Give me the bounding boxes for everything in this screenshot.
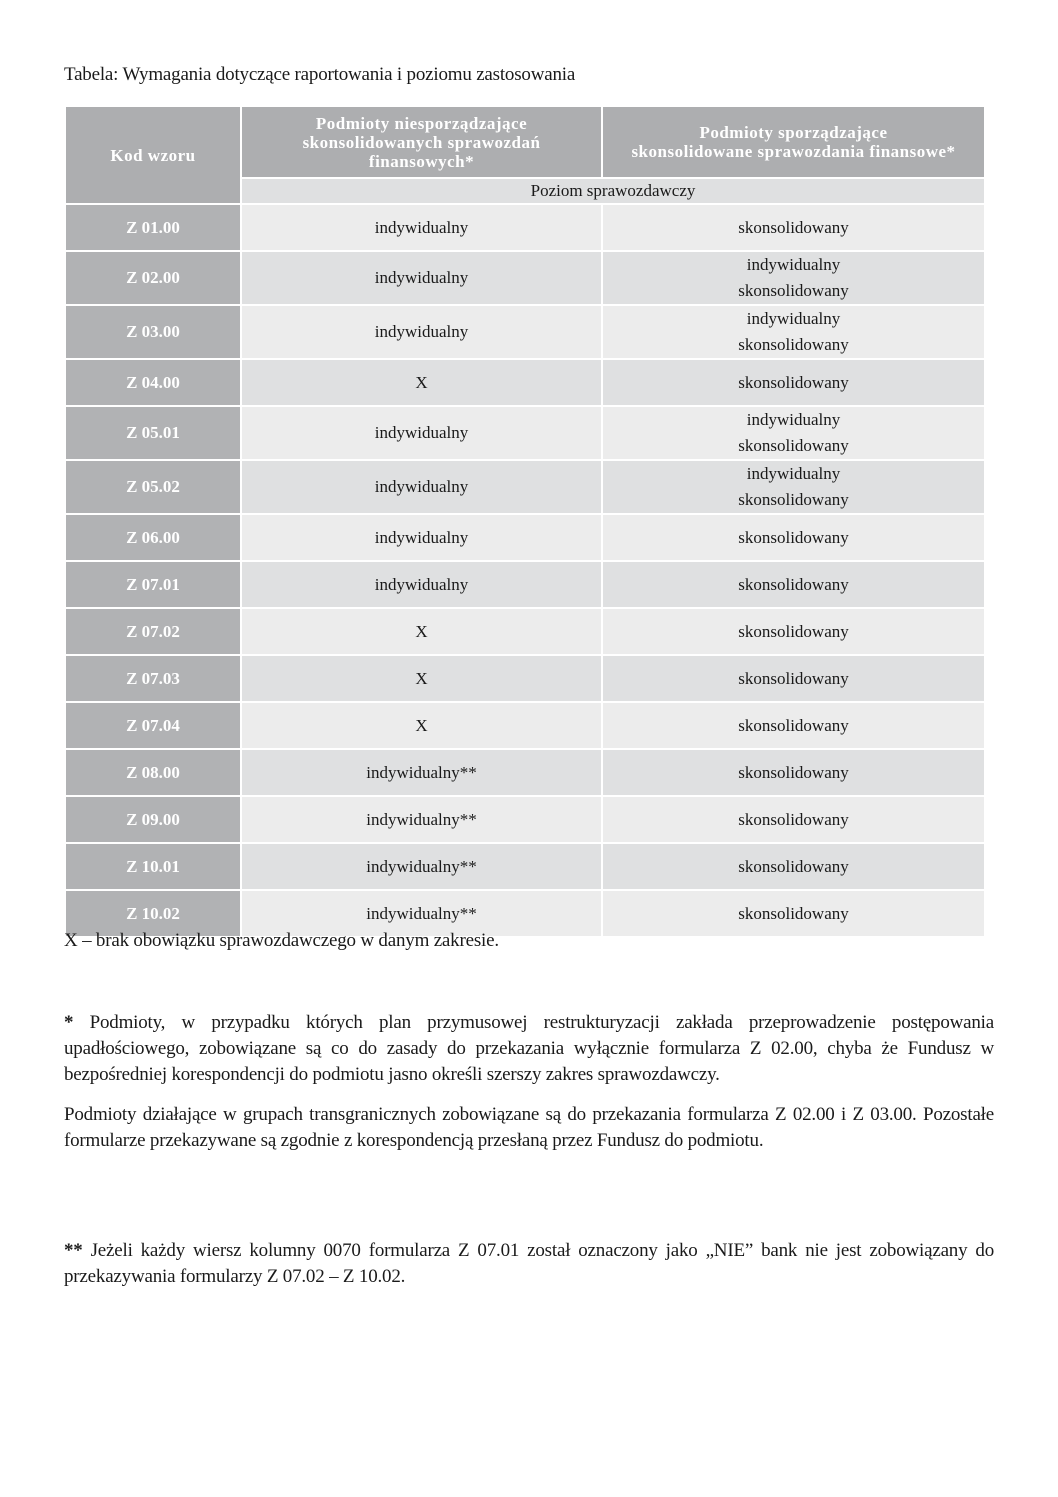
consolidated-level-line: skonsolidowany — [738, 621, 849, 641]
consolidated-level-line: skonsolidowany — [738, 436, 849, 455]
consolidated-level — [602, 460, 985, 514]
consolidated-level — [602, 204, 985, 251]
header-non-consolidated: Podmioty niesporządzające skonsolidowanych sprawozdań finansowych* — [241, 106, 602, 178]
legend-x: X – brak obowiązku sprawozdawczego w danym zakresie. — [64, 930, 499, 951]
form-code: Z 10.02 — [65, 890, 241, 937]
form-code: Z 09.00 — [65, 796, 241, 843]
consolidated-level-line: skonsolidowany — [738, 715, 849, 735]
consolidated-level — [602, 251, 985, 305]
footnote-1: * Podmioty, w przypadku których plan przymusowej restrukturyzacji zakłada przeprowadzenie postępowania upadłościowego, zobowiązane są co do zasady do przekazania wyłącznie formularza Z 02.00, chyba że Fundusz w bezpośredniej korespondencji do podmiotu jasno określi szerszy zakres sprawozdawczy. — [64, 1012, 994, 1085]
consolidated-level — [602, 305, 985, 359]
non-consolidated-level: indywidualny — [241, 305, 602, 359]
consolidated-level-line: skonsolidowany — [738, 217, 849, 237]
table-caption: Tabela: Wymagania dotyczące raportowania i poziomu zastosowania — [64, 64, 576, 85]
table-row — [65, 251, 985, 305]
non-consolidated-level: indywidualny** — [241, 843, 602, 890]
consolidated-level-line: skonsolidowany — [738, 281, 849, 300]
non-consolidated-level: X — [241, 608, 602, 655]
subheader-reporting-level: Poziom sprawozdawczy — [241, 178, 985, 204]
table-row — [65, 406, 985, 460]
non-consolidated-level: indywidualny — [241, 204, 602, 251]
consolidated-level-line: indywidualny — [746, 464, 841, 483]
form-code: Z 03.00 — [65, 305, 241, 359]
consolidated-level — [602, 843, 985, 890]
form-code: Z 05.02 — [65, 460, 241, 514]
consolidated-level-line: indywidualny — [746, 410, 841, 429]
form-code: Z 07.02 — [65, 608, 241, 655]
header-consolidated: Podmioty sporządzające skonsolidowane sprawozdania finansowe* — [602, 106, 985, 178]
table-row — [65, 749, 985, 796]
footnote-1-continued: Podmioty działające w grupach transgranicznych zobowiązane są do przekazania formularza Z 02.00 i Z 03.00. Pozostałe formularze przekazywane są zgodnie z korespondencją przesłaną przez Fundusz do podmiotu. — [64, 1104, 994, 1151]
footnote-2: ** Jeżeli każdy wiersz kolumny 0070 formularza Z 07.01 został oznaczony jako „NIE” bank nie jest zobowiązany do przekazywania formularzy Z 07.02 – Z 10.02. — [64, 1240, 994, 1287]
non-consolidated-level: indywidualny** — [241, 796, 602, 843]
consolidated-level — [602, 655, 985, 702]
non-consolidated-level: indywidualny — [241, 460, 602, 514]
non-consolidated-level: indywidualny** — [241, 890, 602, 937]
consolidated-level-line: skonsolidowany — [738, 372, 849, 392]
consolidated-level-line: indywidualny — [746, 309, 841, 328]
form-code: Z 06.00 — [65, 514, 241, 561]
non-consolidated-level: X — [241, 702, 602, 749]
header-code: Kod wzoru — [65, 106, 241, 204]
table-row — [65, 796, 985, 843]
form-code: Z 07.01 — [65, 561, 241, 608]
table-row — [65, 561, 985, 608]
consolidated-level-line: skonsolidowany — [738, 335, 849, 354]
table-row — [65, 305, 985, 359]
consolidated-level-line: skonsolidowany — [738, 762, 849, 782]
consolidated-level — [602, 608, 985, 655]
consolidated-level — [602, 406, 985, 460]
non-consolidated-level: indywidualny — [241, 561, 602, 608]
consolidated-level-line: skonsolidowany — [738, 809, 849, 829]
form-code: Z 10.01 — [65, 843, 241, 890]
consolidated-level-line: skonsolidowany — [738, 856, 849, 876]
form-code: Z 07.04 — [65, 702, 241, 749]
table-row — [65, 843, 985, 890]
consolidated-level-line: skonsolidowany — [738, 668, 849, 688]
consolidated-level — [602, 702, 985, 749]
table-row — [65, 702, 985, 749]
form-code: Z 07.03 — [65, 655, 241, 702]
consolidated-level-line: indywidualny — [746, 255, 841, 274]
table-row — [65, 655, 985, 702]
consolidated-level-line: skonsolidowany — [738, 527, 849, 547]
consolidated-level-line: skonsolidowany — [738, 490, 849, 509]
form-code: Z 02.00 — [65, 251, 241, 305]
non-consolidated-level: indywidualny** — [241, 749, 602, 796]
consolidated-level-line: skonsolidowany — [738, 903, 849, 923]
table-row — [65, 608, 985, 655]
table-row — [65, 204, 985, 251]
form-code: Z 05.01 — [65, 406, 241, 460]
non-consolidated-level: X — [241, 655, 602, 702]
form-code: Z 01.00 — [65, 204, 241, 251]
non-consolidated-level: indywidualny — [241, 514, 602, 561]
requirements-table — [64, 105, 986, 938]
consolidated-level — [602, 796, 985, 843]
non-consolidated-level: indywidualny — [241, 251, 602, 305]
consolidated-level — [602, 561, 985, 608]
header-row — [65, 106, 985, 178]
consolidated-level — [602, 749, 985, 796]
form-code: Z 04.00 — [65, 359, 241, 406]
form-code: Z 08.00 — [65, 749, 241, 796]
non-consolidated-level: indywidualny — [241, 406, 602, 460]
consolidated-level — [602, 359, 985, 406]
non-consolidated-level: X — [241, 359, 602, 406]
consolidated-level-line: skonsolidowany — [738, 574, 849, 594]
consolidated-level — [602, 514, 985, 561]
table-row — [65, 359, 985, 406]
table-row — [65, 514, 985, 561]
table-row — [65, 460, 985, 514]
